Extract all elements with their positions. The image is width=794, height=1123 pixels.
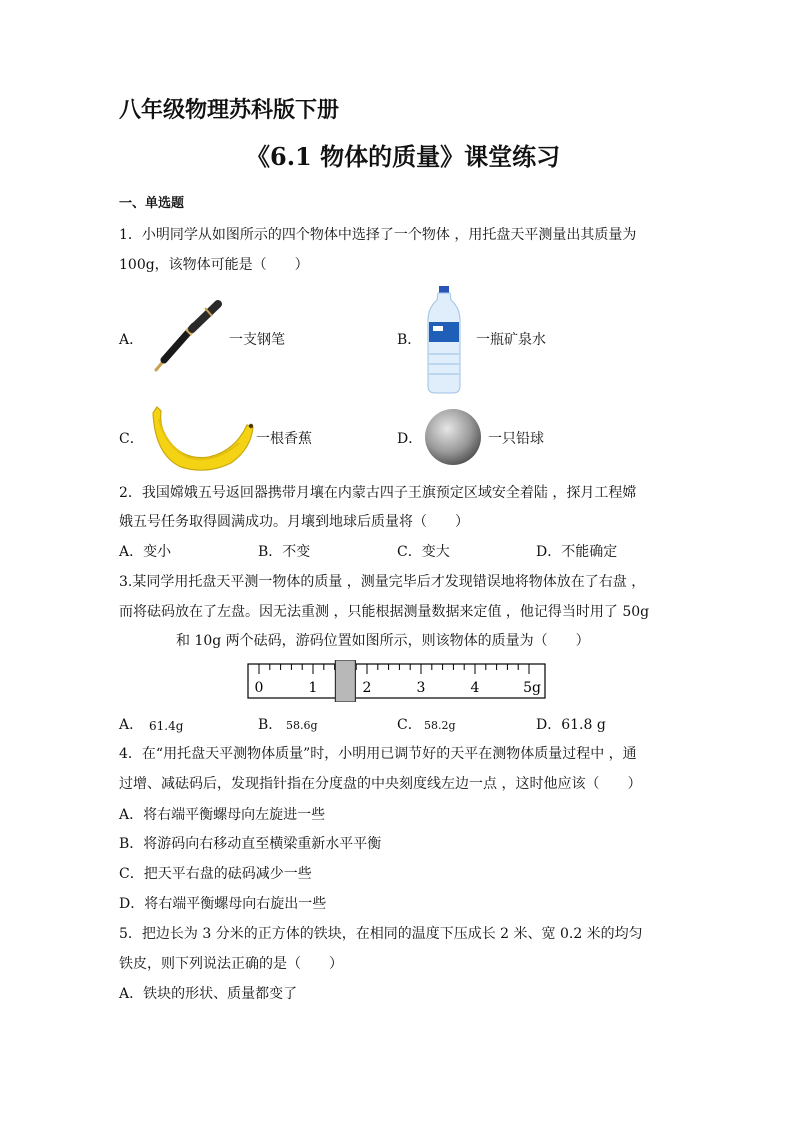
banana-image: [147, 405, 255, 473]
q2-stem-line1: 2．我国嫦娥五号返回器携带月壤在内蒙古四子王旗预定区域安全着陆 ，探月工程嫦: [119, 485, 637, 501]
q1-stem-line2: 100g，该物体可能是（ ）: [119, 257, 309, 273]
tick-label: 1: [308, 680, 318, 696]
tick-label: 5g: [523, 680, 541, 696]
q5-stem-line2: 铁皮，则下列说法正确的是（ ）: [119, 956, 343, 972]
shot-put-ball-image: [424, 408, 482, 466]
q3-option-c-label: C．: [397, 717, 422, 733]
q3-stem-line2: 而将砝码放在了左盘。因无法重测 ，只能根据测量数据来定值 ，他记得当时用了 50g: [119, 604, 650, 620]
q4-option-b: B．将游码向右移动直至横梁重新水平平衡: [119, 836, 382, 852]
q2-option-a: A．变小: [119, 544, 172, 560]
rider-scale-figure: [246, 660, 548, 702]
q1-option-d-label: D．: [397, 431, 423, 447]
tick-label: 0: [254, 680, 264, 696]
q2-stem-line2: 娥五号任务取得圆满成功。月壤到地球后质量将（ ）: [119, 514, 469, 530]
tick-label: 4: [470, 680, 480, 696]
q3-option-c-value: 58.2g: [424, 719, 456, 732]
lesson-title: 《6.1 物体的质量》课堂练习: [246, 142, 561, 171]
q4-stem-line2: 过增、减砝码后，发现指针指在分度盘的中央刻度线左边一点 ，这时他应该（ ）: [119, 776, 642, 792]
q3-option-b-value: 58.6g: [286, 719, 318, 732]
tick-label: 2: [362, 680, 372, 696]
q4-stem-line1: 4．在“用托盘天平测物体质量”时，小明用已调节好的天平在测物体质量过程中 ，通: [119, 746, 637, 762]
q3-stem-line3: 和 10g 两个砝码，游码位置如图所示，则该物体的质量为（ ）: [176, 633, 590, 649]
q3-option-d: D．61.8 g: [536, 717, 606, 733]
q5-option-a: A．铁块的形状、质量都变了: [119, 986, 298, 1002]
q1-option-c-text: 一根香蕉: [256, 431, 312, 447]
q2-option-c: C．变大: [397, 544, 450, 560]
q1-stem-line1: 1．小明同学从如图所示的四个物体中选择了一个物体 ，用托盘天平测量出其质量为: [119, 227, 637, 243]
scale-frame: [248, 664, 545, 698]
tick-label: 3: [416, 680, 426, 696]
section-heading: 一、单选题: [119, 196, 185, 211]
q3-option-a-value: 61.4g: [149, 719, 184, 733]
q1-option-a-label: A．: [119, 332, 144, 348]
water-bottle-image: [424, 286, 464, 394]
q3-option-b-label: B．: [258, 717, 283, 733]
q4-option-a: A．将右端平衡螺母向左旋进一些: [119, 807, 326, 823]
q3-stem-line1: 3.某同学用托盘天平测一物体的质量 ，测量完毕后才发现错误地将物体放在了右盘 ，: [119, 574, 646, 590]
rider-slider: [335, 660, 355, 702]
q4-option-c: C．把天平右盘的砝码减少一些: [119, 866, 312, 882]
fountain-pen-image: [150, 300, 226, 376]
q2-option-b: B．不变: [258, 544, 311, 560]
q1-option-b-label: B．: [397, 332, 422, 348]
q1-option-a-text: 一支钢笔: [229, 332, 285, 348]
q1-option-b-text: 一瓶矿泉水: [476, 332, 546, 348]
document-title: 八年级物理苏科版下册: [119, 97, 340, 123]
q1-option-c-label: C．: [119, 431, 144, 447]
q1-option-d-text: 一只铅球: [488, 431, 544, 447]
q2-option-d: D．不能确定: [536, 544, 618, 560]
q5-stem-line1: 5．把边长为 3 分米的正方体的铁块，在相同的温度下压成长 2 米、宽 0.2 米的均匀: [119, 926, 643, 942]
q4-option-d: D．将右端平衡螺母向右旋出一些: [119, 896, 327, 912]
q3-option-a-label: A．: [119, 717, 144, 733]
